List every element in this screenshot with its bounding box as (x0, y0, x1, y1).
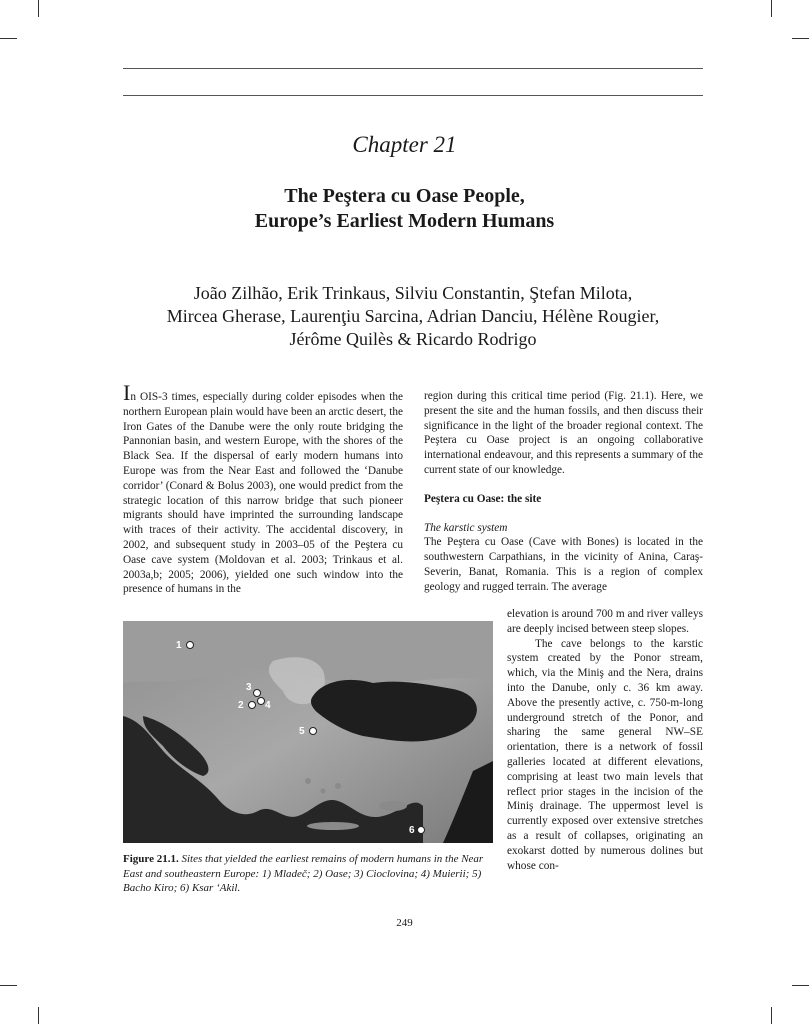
site-marker-label: 1 (176, 640, 182, 651)
chapter-title-line: Europe’s Earliest Modern Humans (254, 210, 555, 232)
island (321, 789, 326, 794)
wrap-column (507, 607, 703, 873)
author-line: João Zilhão, Erik Trinkaus, Silviu Constantin, Ştefan Milota, (193, 283, 633, 303)
header-rule-top (123, 68, 703, 69)
island (335, 783, 341, 789)
subsection-heading: The karstic system (424, 521, 508, 534)
header-rule-bottom (123, 95, 703, 96)
body-paragraph: The cave belongs to the karstic system created by the Ponor stream, which, via the Miniş and the Nera, drains into the Danube, only c. 36 km away. Above the presently active, c. 750-m-long underground stretch of the Ponor, and sharing the same general NW–SE orientation, there is a network of fossil galleries located at different elevations, comprising at least two main levels that reflect prior stages in the incision of the Miniş drainage. The uppermost level is currently exposed over extensive stretches as a result of collapses, originating an exokarst dotted by numerous dolines but whose con- (507, 637, 703, 872)
left-column (123, 380, 403, 597)
author-line: Jérôme Quilès & Ricardo Rodrigo (289, 329, 537, 349)
author-line: Mircea Gherase, Laurenţiu Sarcina, Adrian Danciu, Hélène Rougier, (166, 306, 660, 326)
crop-mark (38, 0, 39, 17)
chapter-label: Chapter 21 (352, 132, 457, 157)
body-paragraph: elevation is around 700 m and river valleys are deeply incised between steep slopes. (507, 608, 703, 635)
site-marker-label: 5 (299, 726, 305, 737)
map-figure (123, 621, 493, 843)
drop-cap: I (123, 380, 131, 405)
crop-mark (0, 38, 17, 39)
caption-label: Figure 21.1. (123, 853, 179, 865)
page-number: 249 (396, 917, 413, 929)
chapter-title-line: The Peştera cu Oase People, (284, 185, 525, 207)
intro-paragraph (123, 380, 403, 597)
section-heading: Peştera cu Oase: the site (424, 492, 542, 505)
crop-mark (792, 985, 809, 986)
map-image (123, 621, 493, 843)
cyprus-island (379, 801, 407, 811)
site-marker-label: 3 (246, 682, 252, 693)
site-marker-label: 6 (409, 825, 415, 836)
crop-mark (771, 0, 772, 17)
site-marker-label: 4 (265, 700, 271, 711)
body-paragraph: The Peştera cu Oase (Cave with Bones) is located in the southwestern Carpathians, in the vicinity of Anina, Caraş-Severin, Banat, Romania. This is a region of complex geology and rugged terrain. The average (424, 536, 703, 593)
intro-text: n OIS-3 times, especially during colder episodes when the northern European plain would have been an arctic desert, the Iron Gates of the Danube were the only route bridging the Pannonian basin, and western Europe, with the shores of the Black Sea. If the dispersal of early modern humans into Europe was from the Near East and followed the ‘Danube corridor’ (Conard & Bolus 2003), one would predict from the strategic location of this narrow bridge that such pioneer migrants should have imprinted the surrounding landscape with traces of their activity. The accidental discovery, in 2002, and subsequent study in 2003–05 of the Peştera cu Oase cave system (Moldovan et al. 2003; Trinkaus et al. 2003a,b; 2005; 2006), yielded one such window into the presence of humans in the (123, 391, 403, 596)
figure-caption (123, 852, 495, 896)
crete-island (307, 822, 359, 830)
crop-mark (0, 985, 17, 986)
crop-mark (792, 38, 809, 39)
crop-mark (38, 1007, 39, 1024)
right-column (424, 389, 703, 595)
caption-text: Sites that yielded the earliest remains of modern humans in the Near East and southeastern Europe: 1) Mladeč; 2) Oase; 3) Cioclovina; 4) Muierii; 5) Bacho Kiro; 6) Ksar ‘Akil. (123, 853, 484, 894)
site-marker-label: 2 (238, 700, 244, 711)
author-list (100, 282, 726, 351)
island (305, 778, 311, 784)
body-paragraph: region during this critical time period (Fig. 21.1). Here, we present the site and the human fossils, and then discuss their significance in the light of the broader regional context. The Peştera cu Oase project is an ongoing collaborative international endeavour, and this represents a summary of the current state of our knowledge. (424, 390, 703, 476)
crop-mark (771, 1007, 772, 1024)
chapter-title (0, 184, 809, 234)
